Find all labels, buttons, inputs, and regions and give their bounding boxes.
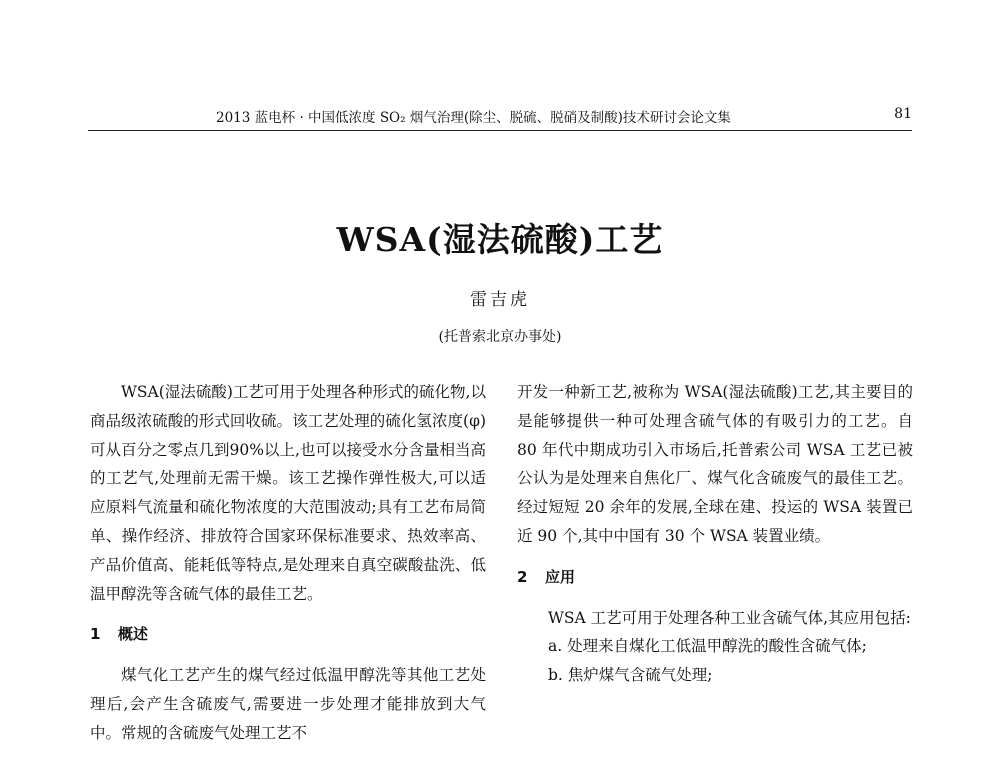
running-header [88,100,912,131]
list-item-b: b. 焦炉煤气含硫气处理; [548,666,713,685]
section-2-intro: WSA 工艺可用于处理各种工业含硫气体,其应用包括: [548,608,911,627]
section-2-title: 应用 [545,567,576,586]
abstract-paragraph: WSA(湿法硫酸)工艺可用于处理各种形式的硫化物,以商品级浓硫酸的形式回收硫。该工艺处理的硫化氢浓度(φ)可从百分之零点几到90%以上,也可以接受水分含量相当高的工艺气,处理前无需干燥。该工艺操作弹性极大,可以适应原料气流量和硫化物浓度的大范围波动;具有工艺布局简单、操作经济、排放符合国家环保标准要求、热效率高、产品价值高、能耗低等特点,是处理来自真空碳酸盐洗、低温甲醇洗等含硫气体的最佳工艺。 [90,383,486,603]
affiliation: (托普索北京办事处) [438,329,562,345]
running-title: 2013 蓝电杯 · 中国低浓度 SO₂ 烟气治理(除尘、脱硫、脱硝及制酸)技术研讨会论文集 [216,110,731,126]
list-item-a: a. 处理来自煤化工低温甲醇洗的酸性含硫气体; [548,637,867,656]
section-2-heading [517,563,913,592]
paper-title: WSA(湿法硫酸)工艺 [336,220,664,259]
section-2-number: 2 [517,567,528,586]
section-1-number: 1 [90,625,101,644]
page-number: 81 [894,106,912,122]
section-1-heading [90,620,486,649]
author-name: 雷吉虎 [470,290,530,310]
section-1-title: 概述 [118,625,149,644]
right-column [517,378,913,690]
left-column [90,378,486,748]
continued-paragraph: 开发一种新工艺,被称为 WSA(湿法硫酸)工艺,其主要目的是能够提供一种可处理含硫气体的有吸引力的工艺。自 80 年代中期成功引入市场后,托普索公司 WSA 工艺已被公认为是处理来自焦化厂、煤气化含硫废气的最佳工艺。经过短短 20 余年的发展,全球在建、投运的 WSA 装置已近 90 个,其中中国有 30 个 WSA 装置业绩。 [517,383,913,545]
section-1-paragraph: 煤气化工艺产生的煤气经过低温甲醇洗等其他工艺处理后,会产生含硫废气,需要进一步处理才能排放到大气中。常规的含硫废气处理工艺不 [90,666,486,742]
